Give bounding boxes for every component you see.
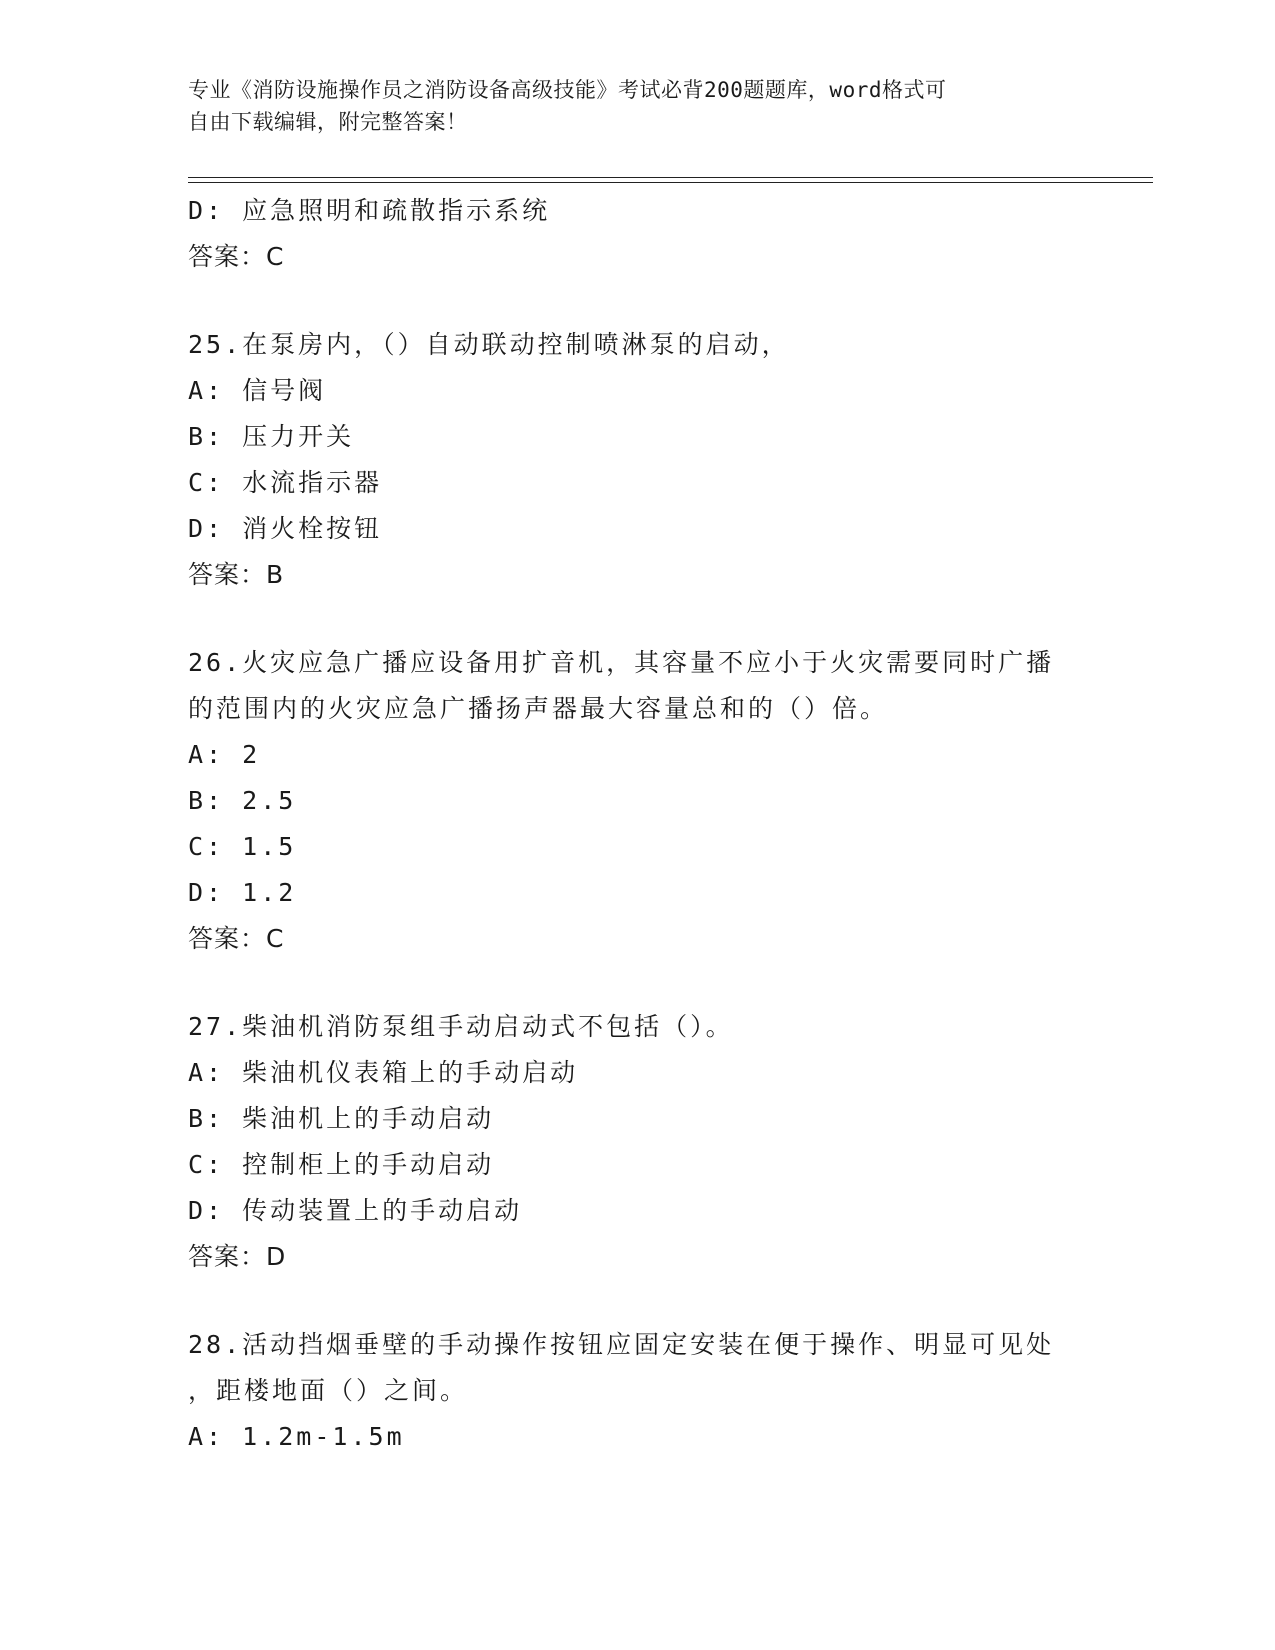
- option-b: B: 压力开关: [188, 422, 355, 451]
- header-divider-second: [188, 182, 1153, 183]
- question-stem: 25.在泵房内，（）自动联动控制喷淋泵的启动，: [188, 330, 790, 359]
- question-list: [188, 188, 1088, 1460]
- answer-line: 答案：C: [188, 242, 285, 271]
- question-stem-continued: ，距楼地面（）之间。: [188, 1376, 469, 1405]
- option-d: D: 1.2: [188, 878, 297, 907]
- option-a: A: 2: [188, 740, 261, 769]
- option-c: C: 1.5: [188, 832, 297, 861]
- option-d: D: 传动装置上的手动启动: [188, 1196, 523, 1225]
- header-divider: [188, 177, 1153, 178]
- question-block: [188, 322, 1088, 598]
- answer-line: 答案：B: [188, 560, 285, 589]
- document-header: [188, 74, 1088, 138]
- question-stem: 26.火灾应急广播应设备用扩音机，其容量不应小于火灾需要同时广播: [188, 648, 1055, 677]
- answer-line: 答案：C: [188, 924, 285, 953]
- option-a: A: 1.2m-1.5m: [188, 1422, 405, 1451]
- option-c: C: 水流指示器: [188, 468, 383, 497]
- question-stem-continued: 的范围内的火灾应急广播扬声器最大容量总和的（）倍。: [188, 694, 889, 723]
- question-block: [188, 640, 1088, 962]
- option-b: B: 2.5: [188, 786, 297, 815]
- option-d: D: 消火栓按钮: [188, 514, 383, 543]
- question-block: [188, 1322, 1088, 1460]
- option-c: C: 控制柜上的手动启动: [188, 1150, 495, 1179]
- question-block: [188, 1004, 1088, 1280]
- option-a: A: 柴油机仪表箱上的手动启动: [188, 1058, 579, 1087]
- option-a: A: 信号阀: [188, 376, 327, 405]
- header-line-1: 专业《消防设施操作员之消防设备高级技能》考试必背200题题库，word格式可: [188, 78, 947, 102]
- question-stem: 28.活动挡烟垂壁的手动操作按钮应固定安装在便于操作、明显可见处: [188, 1330, 1055, 1359]
- answer-line: 答案：D: [188, 1242, 287, 1271]
- question-stem: 27.柴油机消防泵组手动启动式不包括（）。: [188, 1012, 734, 1041]
- header-line-2: 自由下载编辑，附完整答案！: [188, 110, 468, 134]
- option-b: B: 柴油机上的手动启动: [188, 1104, 495, 1133]
- option-d: D: 应急照明和疏散指示系统: [188, 196, 551, 225]
